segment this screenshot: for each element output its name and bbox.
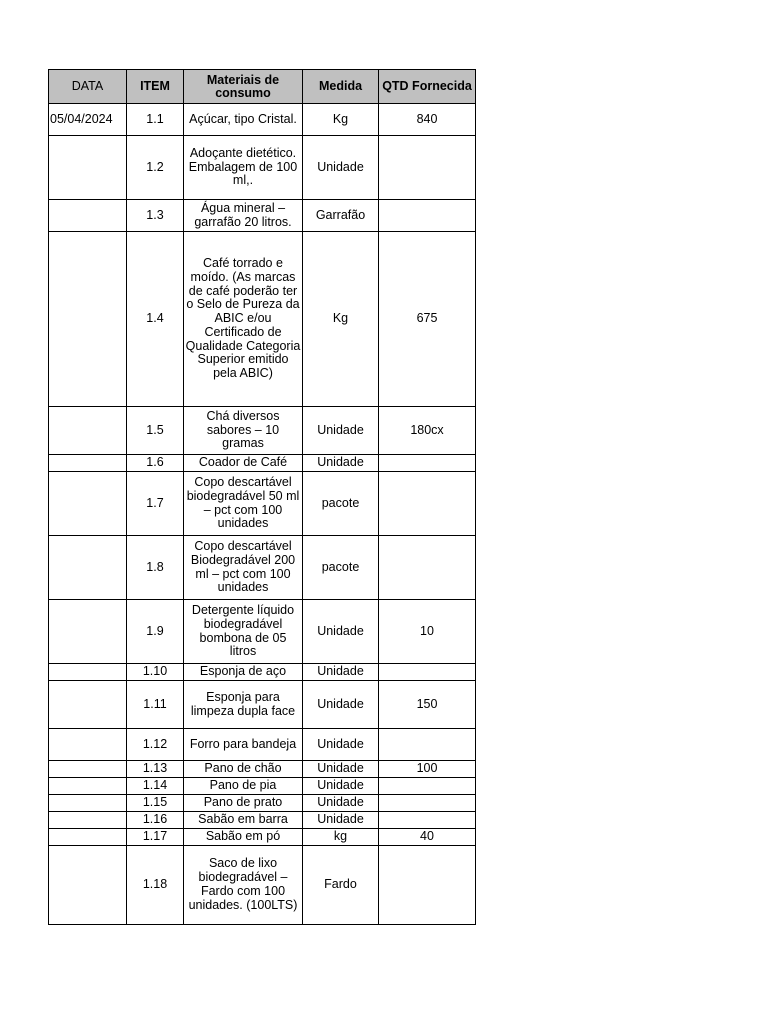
cell-medida: Unidade [303,681,379,729]
cell-item: 1.12 [127,729,184,761]
cell-date [49,407,127,455]
table-row [49,104,476,136]
cell-material: Adoçante dietético. Embalagem de 100 ml,. [184,136,303,200]
table-row [49,846,476,925]
cell-item: 1.13 [127,761,184,778]
cell-item: 1.14 [127,778,184,795]
cell-medida: Unidade [303,455,379,472]
cell-material: Sabão em pó [184,829,303,846]
cell-date [49,200,127,232]
cell-qtd: 675 [379,232,476,407]
cell-date [49,761,127,778]
cell-item: 1.18 [127,846,184,925]
cell-item: 1.9 [127,600,184,664]
cell-medida: pacote [303,472,379,536]
header-medida: Medida [303,70,379,104]
cell-qtd: 150 [379,681,476,729]
cell-qtd: 100 [379,761,476,778]
cell-medida: Unidade [303,136,379,200]
cell-date [49,664,127,681]
cell-date [49,136,127,200]
cell-medida: Unidade [303,600,379,664]
header-item: ITEM [127,70,184,104]
cell-date: 05/04/2024 [49,104,127,136]
cell-medida: kg [303,829,379,846]
cell-qtd [379,472,476,536]
cell-material: Forro para bandeja [184,729,303,761]
cell-qtd: 180cx [379,407,476,455]
cell-qtd [379,664,476,681]
cell-item: 1.3 [127,200,184,232]
cell-date [49,812,127,829]
table-row [49,407,476,455]
cell-medida: Unidade [303,812,379,829]
cell-date [49,829,127,846]
cell-material: Esponja de aço [184,664,303,681]
table-row [49,472,476,536]
cell-qtd: 40 [379,829,476,846]
cell-qtd [379,136,476,200]
table-header-row [49,70,476,104]
cell-date [49,729,127,761]
cell-material: Copo descartável Biodegradável 200 ml – pct com 100 unidades [184,536,303,600]
cell-item: 1.10 [127,664,184,681]
cell-item: 1.15 [127,795,184,812]
cell-qtd: 840 [379,104,476,136]
table-row [49,812,476,829]
cell-date [49,600,127,664]
cell-medida: Fardo [303,846,379,925]
cell-material: Açúcar, tipo Cristal. [184,104,303,136]
table-row [49,681,476,729]
table-row [49,136,476,200]
cell-material: Sabão em barra [184,812,303,829]
cell-qtd [379,200,476,232]
table-row [49,536,476,600]
cell-qtd [379,536,476,600]
cell-material: Pano de chão [184,761,303,778]
cell-date [49,778,127,795]
cell-item: 1.6 [127,455,184,472]
cell-medida: Unidade [303,664,379,681]
cell-date [49,455,127,472]
cell-date [49,472,127,536]
table-row [49,232,476,407]
cell-item: 1.4 [127,232,184,407]
cell-material: Coador de Café [184,455,303,472]
cell-medida: Unidade [303,729,379,761]
cell-date [49,681,127,729]
cell-item: 1.2 [127,136,184,200]
cell-medida: Kg [303,232,379,407]
cell-qtd [379,812,476,829]
cell-medida: Kg [303,104,379,136]
cell-medida: pacote [303,536,379,600]
table-row [49,664,476,681]
cell-item: 1.5 [127,407,184,455]
cell-item: 1.8 [127,536,184,600]
cell-medida: Unidade [303,761,379,778]
table-row [49,455,476,472]
table-row [49,795,476,812]
cell-item: 1.17 [127,829,184,846]
cell-qtd [379,729,476,761]
cell-material: Água mineral – garrafão 20 litros. [184,200,303,232]
cell-date [49,795,127,812]
cell-item: 1.11 [127,681,184,729]
cell-material: Café torrado e moído. (As marcas de café poderão ter o Selo de Pureza da ABIC e/ou Certificado de Qualidade Categoria Superior emitido pela ABIC) [184,232,303,407]
cell-medida: Garrafão [303,200,379,232]
cell-qtd [379,846,476,925]
cell-qtd [379,455,476,472]
cell-date [49,846,127,925]
cell-material: Pano de pia [184,778,303,795]
table-row [49,761,476,778]
header-data: DATA [49,70,127,104]
table-row [49,200,476,232]
table-row [49,829,476,846]
cell-date [49,232,127,407]
cell-material: Esponja para limpeza dupla face [184,681,303,729]
cell-qtd: 10 [379,600,476,664]
cell-medida: Unidade [303,795,379,812]
cell-material: Saco de lixo biodegradável – Fardo com 100 unidades. (100LTS) [184,846,303,925]
table-row [49,729,476,761]
cell-item: 1.7 [127,472,184,536]
header-qtd: QTD Fornecida [379,70,476,104]
cell-date [49,536,127,600]
cell-medida: Unidade [303,778,379,795]
table-row [49,600,476,664]
cell-material: Chá diversos sabores – 10 gramas [184,407,303,455]
cell-material: Detergente líquido biodegradável bombona de 05 litros [184,600,303,664]
cell-material: Copo descartável biodegradável 50 ml – pct com 100 unidades [184,472,303,536]
table-row [49,778,476,795]
cell-item: 1.16 [127,812,184,829]
cell-medida: Unidade [303,407,379,455]
cell-material: Pano de prato [184,795,303,812]
cell-qtd [379,778,476,795]
cell-qtd [379,795,476,812]
table-body [49,104,476,925]
cell-item: 1.1 [127,104,184,136]
consumables-table [48,69,476,925]
header-materiais: Materiais de consumo [184,70,303,104]
